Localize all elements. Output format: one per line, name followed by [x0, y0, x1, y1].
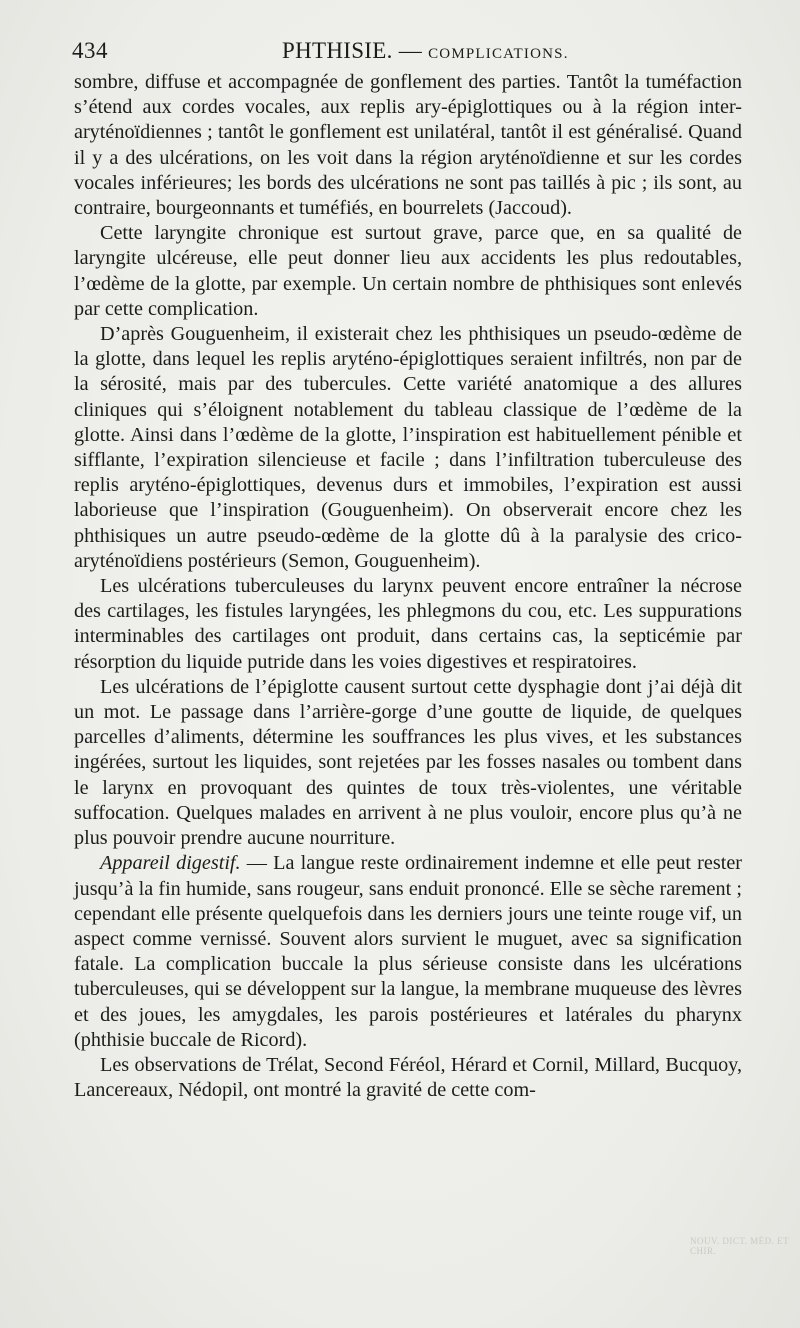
section-heading-appareil-digestif: Appareil digestif. [100, 852, 241, 875]
paragraph-6-text: — La langue reste ordinairement indemne et elle peut rester jusqu’à la fin humide, sans rougeur, sans enduit prononcé. Elle se sèche rarement ; cependant elle présente quelquefois dans les derniers jours une teinte rouge vif, un aspect comme vernissé. Souvent alors survient le muguet, avec sa signification fatale. La complication buccale la plus sérieuse consiste dans les ulcérations tuberculeuses, qui se développent sur la langue, la membrane muqueuse des lèvres et des joues, les amygdales, les parois postérieures et latérales du pharynx (phthisie buccale de Ricord). [74, 852, 743, 1051]
paragraph-5: Les ulcérations de l’épiglotte causent surtout cette dysphagie dont j’ai déjà dit un mot. Le passage dans l’arrière-gorge d’une goutte de liquide, de quelques parcelles d’aliments, détermine les souffrances les plus vives, et les substances ingérées, surtout les liquides, sont rejetées par les fosses nasales ou tombent dans le larynx en provoquant des quintes de toux très-violentes, une véritable suffocation. Quelques malades en arrivent à ne plus vouloir, encore plus qu’à ne plus pouvoir prendre aucune nourriture. [74, 675, 742, 850]
paragraph-4: Les ulcérations tuberculeuses du larynx peuvent encore entraîner la nécrose des cartilages, les fistules laryngées, les phlegmons du cou, etc. Les suppurations interminables des cartilages ont produit, dans certains cas, la septicémie par résorption du liquide putride dans les voies digestives et respiratoires. [74, 575, 742, 673]
paragraph-6 [74, 851, 742, 1053]
body-text [74, 70, 742, 1103]
running-title [282, 38, 569, 64]
paragraph-2: Cette laryngite chronique est surtout grave, parce que, en sa qualité de laryngite ulcéreuse, elle peut donner lieu aux accidents les plus redoutables, l’œdème de la glotte, par exemple. Un certain nombre de phthisiques sont enlevés par cette complication. [74, 222, 742, 320]
page-number: 434 [72, 38, 108, 63]
running-title-section: COMPLICATIONS. [428, 46, 569, 62]
paragraph-1: sombre, diffuse et accompagnée de gonflement des parties. Tantôt la tuméfaction s’étend aux cordes vocales, aux replis ary-épiglottiques ou à la région inter-aryténoïdiennes ; tantôt le gonflement est unilatéral, tantôt il est généralisé. Quand il y a des ulcérations, on les voit dans la région aryténoïdienne et sur les cordes vocales inférieures; les bords des ulcérations ne sont pas taillés à pic ; ils sont, au contraire, bourgeonnants et tuméfiés, en bourrelets (Jaccoud). [74, 71, 742, 220]
faint-signature-mark: NOUV. DICT. MÉD. ET CHIR. [690, 1236, 789, 1256]
paragraph-7: Les observations de Trélat, Second Féréol, Hérard et Cornil, Millard, Bucquoy, Lancereaux, Nédopil, ont montré la gravité de cette com- [74, 1053, 742, 1102]
paragraph-3: D’après Gouguenheim, il existerait chez les phthisiques un pseudo-œdème de la glotte, dans lequel les replis aryténo-épiglottiques seraient infiltrés, non par de la sérosité, mais par des tubercules. Cette variété anatomique a des allures cliniques qui s’éloignent notablement du tableau classique de l’œdème de la glotte. Ainsi dans l’œdème de la glotte, l’inspiration est habituellement pénible et sifflante, l’expiration silencieuse et facile ; dans l’infiltration tuberculeuse des replis aryténo-épiglottiques, devenus durs et immobiles, l’expiration est aussi laborieuse que l’inspiration (Gouguenheim). On observerait encore chez les phthisiques un autre pseudo-œdème de la glotte dû à la paralysie des crico-aryténoïdiens postérieurs (Semon, Gouguenheim). [74, 323, 742, 572]
running-head [72, 38, 744, 68]
running-title-main: PHTHISIE. — [282, 38, 423, 63]
